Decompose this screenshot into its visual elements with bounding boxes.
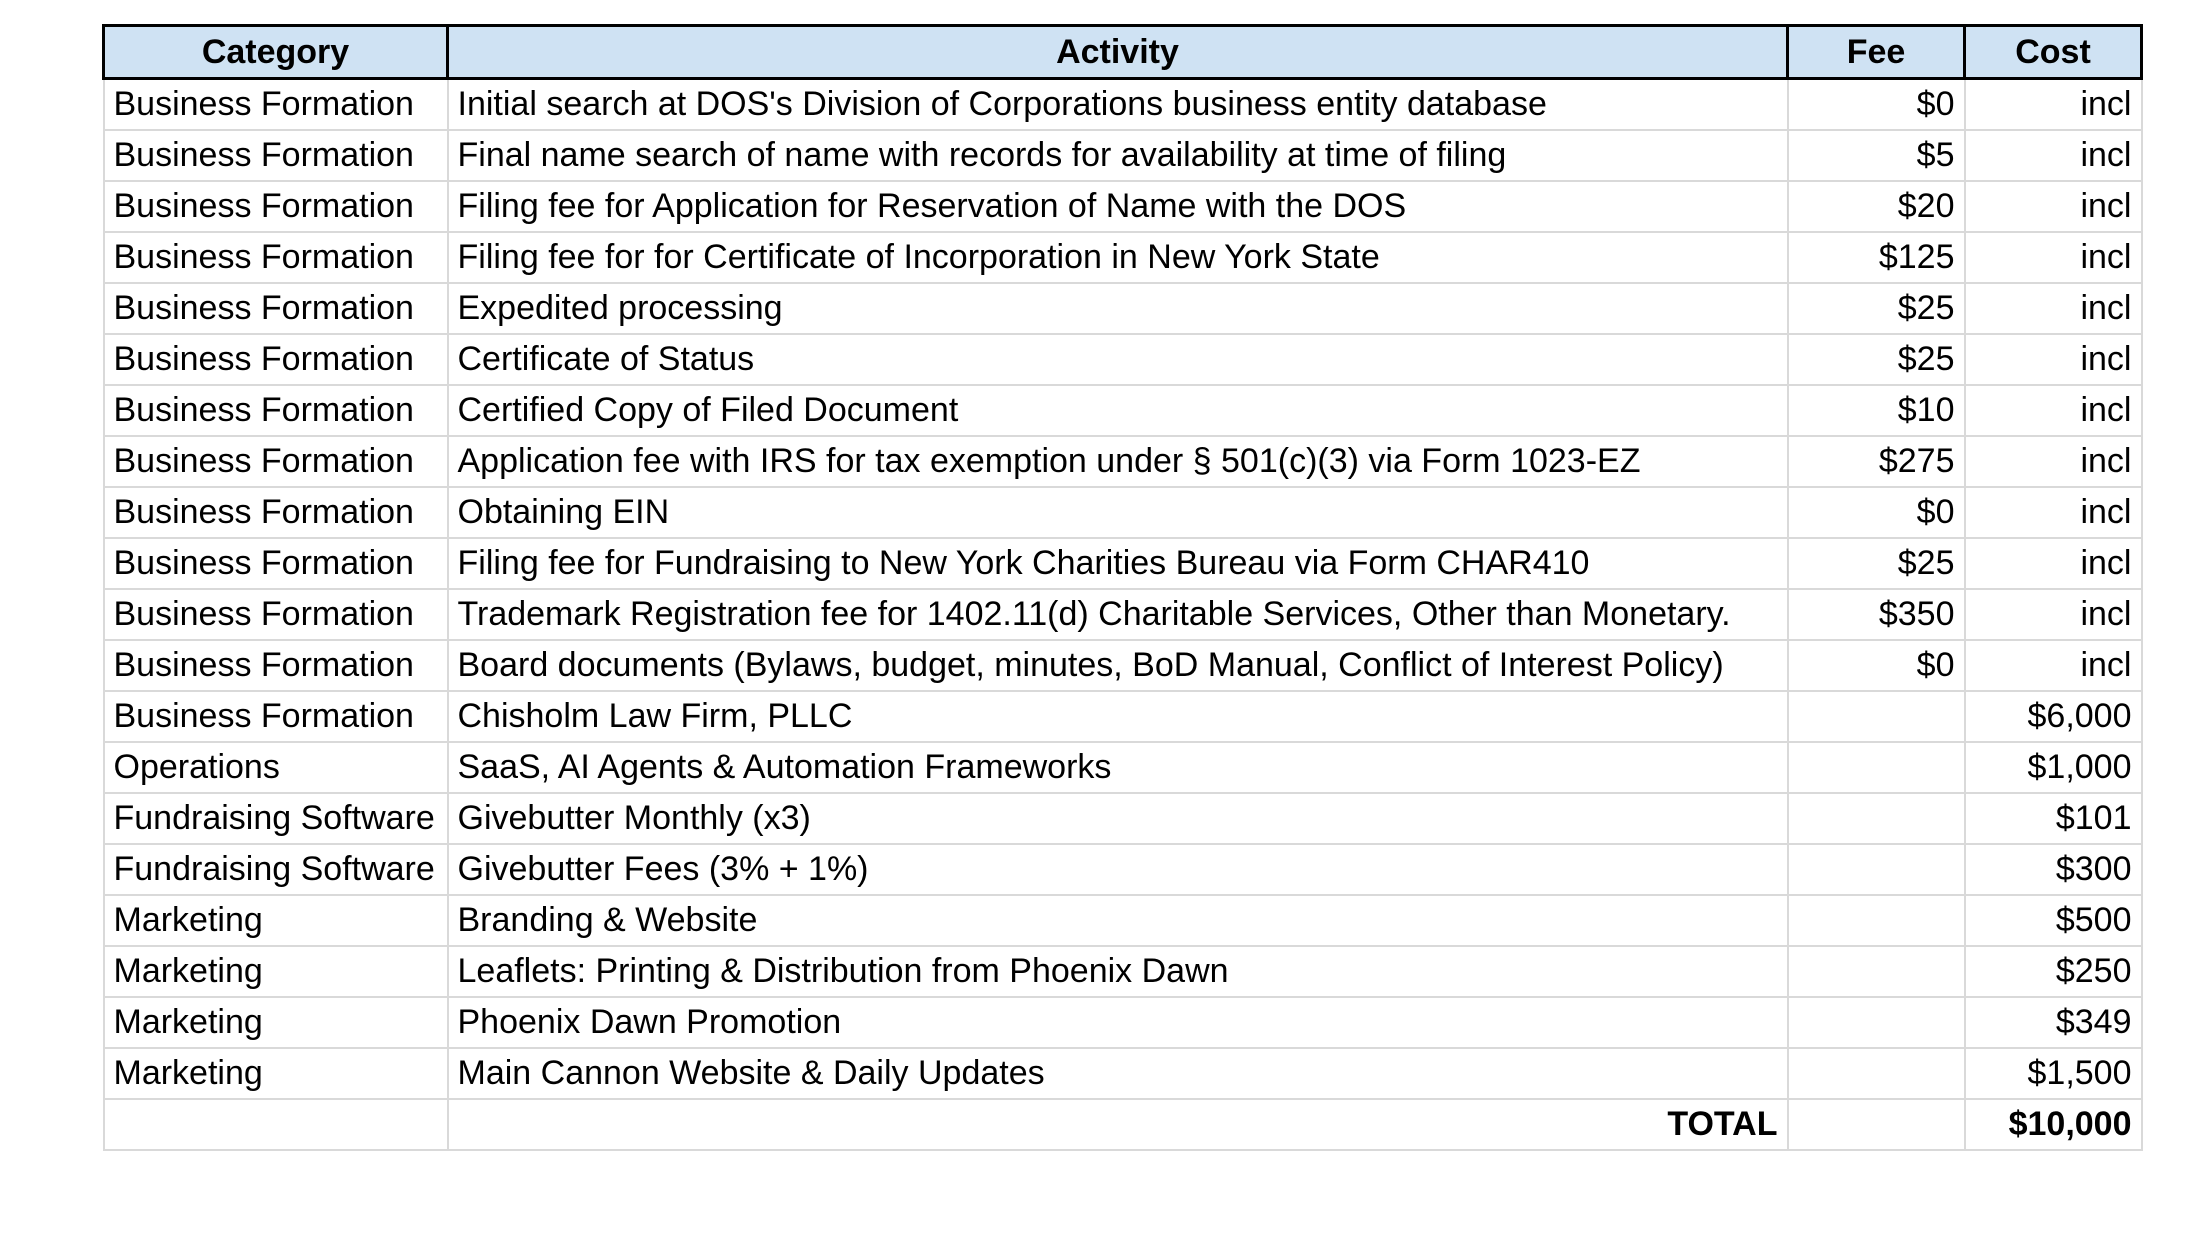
cell-category: Business Formation <box>104 640 448 691</box>
cell-activity: Givebutter Fees (3% + 1%) <box>448 844 1788 895</box>
cell-activity: Expedited processing <box>448 283 1788 334</box>
total-row <box>104 1099 2142 1150</box>
cell-cost: $1,000 <box>1965 742 2142 793</box>
cell-fee: $0 <box>1788 79 1965 130</box>
cell-category: Fundraising Software <box>104 844 448 895</box>
cell-category: Business Formation <box>104 283 448 334</box>
table-row <box>104 1048 2142 1099</box>
cell-fee <box>1788 1048 1965 1099</box>
cell-category: Operations <box>104 742 448 793</box>
cell-cost: incl <box>1965 283 2142 334</box>
cell-category: Marketing <box>104 895 448 946</box>
cell-category: Marketing <box>104 997 448 1048</box>
cell-cost: $349 <box>1965 997 2142 1048</box>
cell-cost: $500 <box>1965 895 2142 946</box>
cell-cost: incl <box>1965 589 2142 640</box>
cell-category: Business Formation <box>104 487 448 538</box>
cell-category: Business Formation <box>104 79 448 130</box>
cell-activity: Chisholm Law Firm, PLLC <box>448 691 1788 742</box>
total-label: TOTAL <box>448 1099 1788 1150</box>
cell-activity: Obtaining EIN <box>448 487 1788 538</box>
cell-cost: incl <box>1965 79 2142 130</box>
table-row <box>104 742 2142 793</box>
table-row <box>104 181 2142 232</box>
cell-activity: Certificate of Status <box>448 334 1788 385</box>
cell-activity: Filing fee for for Certificate of Incorporation in New York State <box>448 232 1788 283</box>
cell-category: Business Formation <box>104 691 448 742</box>
cell-activity: Final name search of name with records for availability at time of filing <box>448 130 1788 181</box>
cell-cost: incl <box>1965 334 2142 385</box>
cell-cost: $250 <box>1965 946 2142 997</box>
table-row <box>104 844 2142 895</box>
cell-fee: $25 <box>1788 334 1965 385</box>
cell-fee: $5 <box>1788 130 1965 181</box>
cell-cost: incl <box>1965 640 2142 691</box>
table-row <box>104 946 2142 997</box>
cell-activity: SaaS, AI Agents & Automation Frameworks <box>448 742 1788 793</box>
table-row <box>104 283 2142 334</box>
table-row <box>104 79 2142 130</box>
table-row <box>104 334 2142 385</box>
cell-category: Business Formation <box>104 130 448 181</box>
cell-fee: $0 <box>1788 640 1965 691</box>
cell-activity: Trademark Registration fee for 1402.11(d) Charitable Services, Other than Monetary. <box>448 589 1788 640</box>
table-row <box>104 997 2142 1048</box>
header-activity: Activity <box>448 26 1788 79</box>
table-row <box>104 130 2142 181</box>
table-row <box>104 691 2142 742</box>
cell-fee: $275 <box>1788 436 1965 487</box>
table-row <box>104 385 2142 436</box>
cell-cost: incl <box>1965 232 2142 283</box>
cell-cost: $6,000 <box>1965 691 2142 742</box>
cell-category: Business Formation <box>104 538 448 589</box>
cell-category: Business Formation <box>104 232 448 283</box>
cell-activity: Initial search at DOS's Division of Corporations business entity database <box>448 79 1788 130</box>
header-cost: Cost <box>1965 26 2142 79</box>
cell-fee: $25 <box>1788 283 1965 334</box>
cell-fee: $10 <box>1788 385 1965 436</box>
cell-cost: incl <box>1965 130 2142 181</box>
table-row <box>104 895 2142 946</box>
total-empty-fee <box>1788 1099 1965 1150</box>
cell-fee <box>1788 997 1965 1048</box>
table-row <box>104 487 2142 538</box>
cell-fee <box>1788 844 1965 895</box>
header-row <box>104 26 2142 79</box>
cell-activity: Main Cannon Website & Daily Updates <box>448 1048 1788 1099</box>
cell-cost: incl <box>1965 181 2142 232</box>
header-fee: Fee <box>1788 26 1965 79</box>
cell-activity: Filing fee for Application for Reservation of Name with the DOS <box>448 181 1788 232</box>
cell-cost: $101 <box>1965 793 2142 844</box>
cell-category: Business Formation <box>104 385 448 436</box>
cell-activity: Phoenix Dawn Promotion <box>448 997 1788 1048</box>
cell-fee: $350 <box>1788 589 1965 640</box>
cell-activity: Givebutter Monthly (x3) <box>448 793 1788 844</box>
header-category: Category <box>104 26 448 79</box>
cell-category: Business Formation <box>104 334 448 385</box>
cell-category: Marketing <box>104 946 448 997</box>
cell-cost: incl <box>1965 436 2142 487</box>
table-row <box>104 538 2142 589</box>
cell-fee <box>1788 793 1965 844</box>
budget-table <box>102 24 2143 1151</box>
cell-cost: $1,500 <box>1965 1048 2142 1099</box>
cell-cost: incl <box>1965 538 2142 589</box>
cell-activity: Application fee with IRS for tax exemption under § 501(c)(3) via Form 1023-EZ <box>448 436 1788 487</box>
cell-fee <box>1788 742 1965 793</box>
cell-cost: $300 <box>1965 844 2142 895</box>
cell-fee <box>1788 946 1965 997</box>
cell-activity: Filing fee for Fundraising to New York Charities Bureau via Form CHAR410 <box>448 538 1788 589</box>
cell-category: Marketing <box>104 1048 448 1099</box>
table-row <box>104 589 2142 640</box>
table-row <box>104 232 2142 283</box>
cell-fee: $25 <box>1788 538 1965 589</box>
cell-fee <box>1788 691 1965 742</box>
table-row <box>104 436 2142 487</box>
total-value: $10,000 <box>1965 1099 2142 1150</box>
cell-fee: $0 <box>1788 487 1965 538</box>
cell-activity: Certified Copy of Filed Document <box>448 385 1788 436</box>
cell-fee: $125 <box>1788 232 1965 283</box>
cell-fee: $20 <box>1788 181 1965 232</box>
cell-category: Fundraising Software <box>104 793 448 844</box>
cell-activity: Board documents (Bylaws, budget, minutes, BoD Manual, Conflict of Interest Policy) <box>448 640 1788 691</box>
total-empty-category <box>104 1099 448 1150</box>
cell-activity: Leaflets: Printing & Distribution from Phoenix Dawn <box>448 946 1788 997</box>
cell-category: Business Formation <box>104 589 448 640</box>
cell-cost: incl <box>1965 487 2142 538</box>
table-row <box>104 640 2142 691</box>
cell-activity: Branding & Website <box>448 895 1788 946</box>
cell-category: Business Formation <box>104 181 448 232</box>
cell-cost: incl <box>1965 385 2142 436</box>
table-row <box>104 793 2142 844</box>
cell-category: Business Formation <box>104 436 448 487</box>
cell-fee <box>1788 895 1965 946</box>
